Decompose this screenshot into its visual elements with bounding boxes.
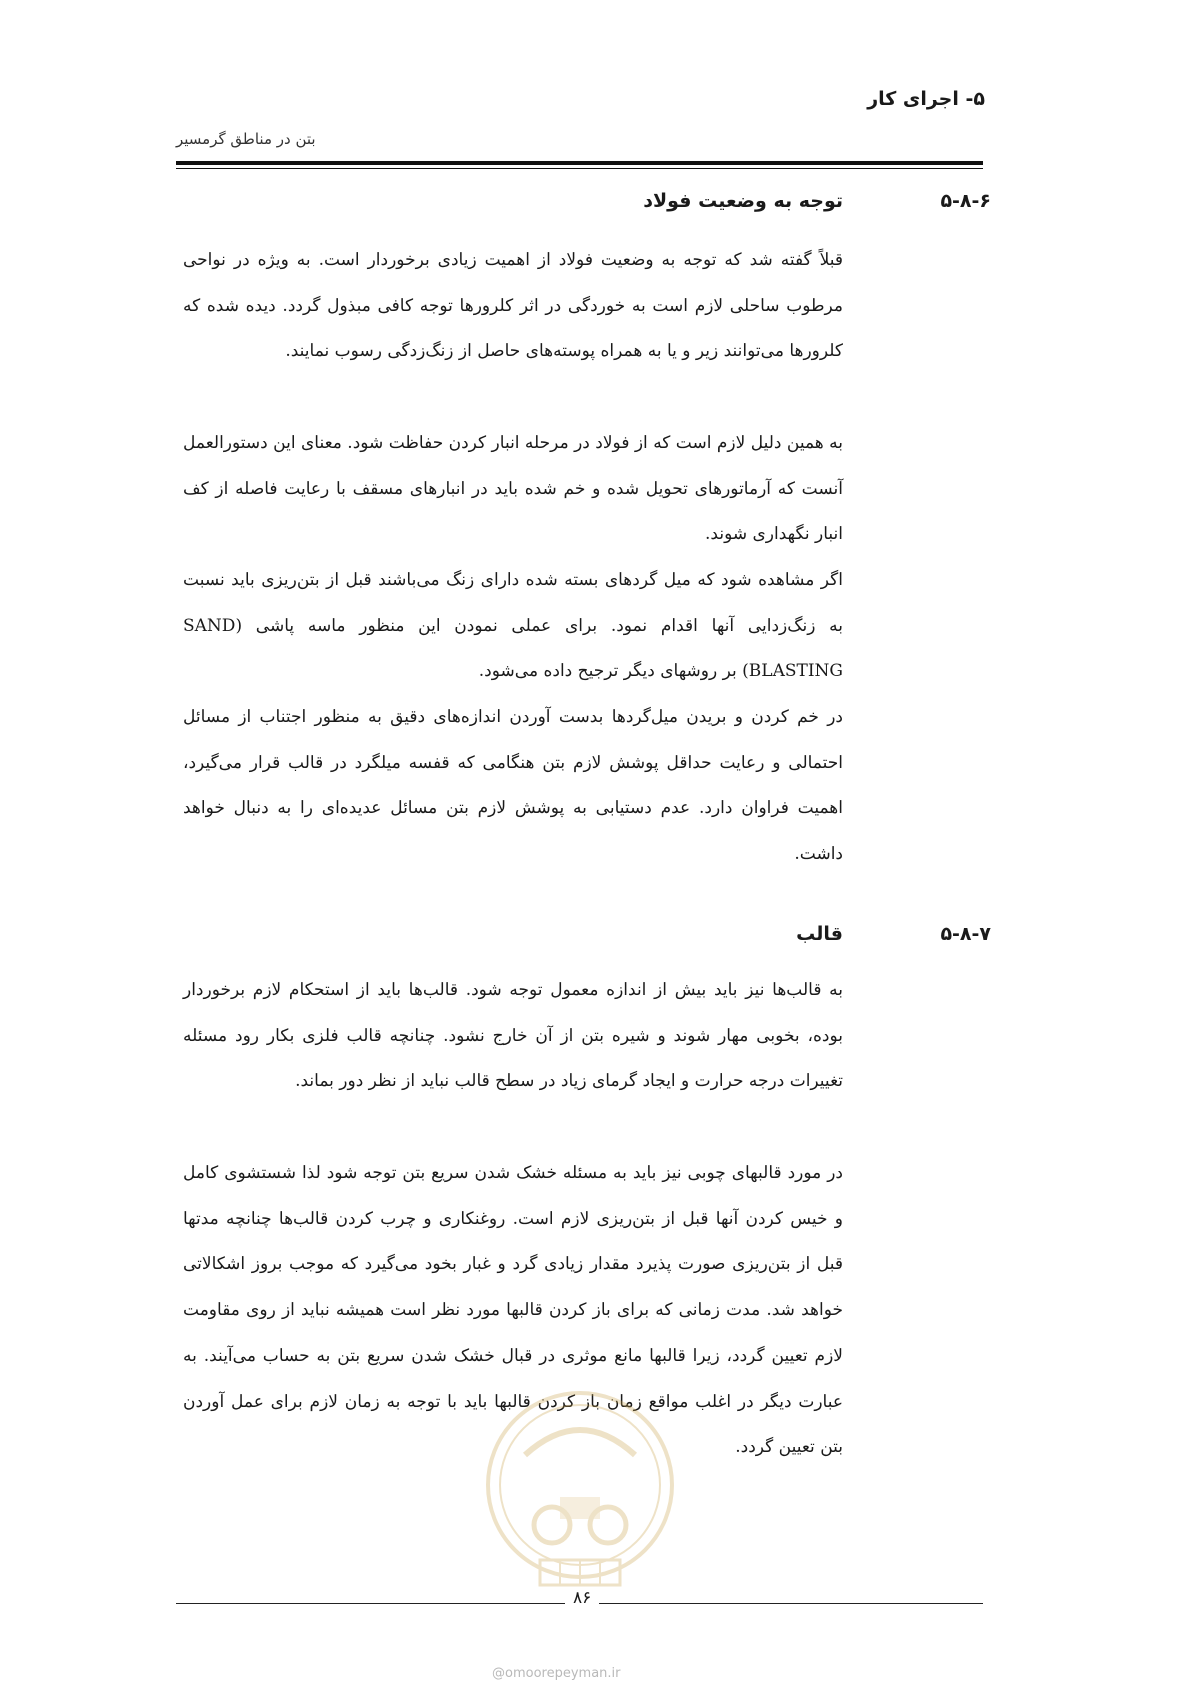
paragraph: در مورد قالبهای چوبی نیز باید به مسئله خشک شدن سریع بتن توجه شود لذا شستشوی کامل و خیس کردن آنها قبل از بتن‌ریزی لازم است. روغنکاری و چرب کردن قالب‌ها چنانچه مدتها قبل از بتن‌ریزی صورت پذیرد مقدار زیادی گرد و غبار بخود می‌گیرد که موجب بروز اشکالاتی خواهد شد. مدت زمانی که برای باز کردن قالبها مورد نظر است همیشه نباید از روی مقاومت لازم تعیین گردد، زیرا قالبها مانع موثری در قبال خشک شدن سریع بتن به حساب می‌آیند. به عبارت دیگر در اغلب مواقع زمان باز کردن قالبها باید با توجه به زمان لازم برای عمل آوردن بتن تعیین گردد. [183, 1163, 843, 1458]
section-number: ۵-۸-۶ [940, 190, 991, 212]
paragraph: به قالب‌ها نیز باید بیش از اندازه معمول توجه شود. قالب‌ها باید از استحکام لازم برخوردار بوده، بخوبی مهار شوند و شیره بتن از آن خارج نشود. چنانچه قالب فلزی بکار رود مسئله تغییرات درجه حرارت و ایجاد گرمای زیاد در سطح قالب نباید از نظر دور بماند. [183, 980, 843, 1092]
running-header: بتن در مناطق گرمسیر [176, 130, 316, 148]
watermark-seal-icon [480, 1385, 680, 1600]
section-number: ۵-۸-۷ [940, 923, 991, 945]
watermark-text: @omoorepeyman.ir [492, 1666, 621, 1681]
section-title: توجه به وضعیت فولاد [643, 190, 843, 212]
paragraph: به همین دلیل لازم است که از فولاد در مرحله انبار کردن حفاظت شود. معنای این دستورالعمل آنست که آرماتورهای تحویل شده و خم شده باید در انبارهای مسقف با رعایت فاصله از کف انبار نگهداری شوند. [183, 433, 843, 545]
paragraph: در خم کردن و بریدن میل‌گردها بدست آوردن اندازه‌های دقیق به منظور اجتناب از مسائل احتمالی و رعایت حداقل پوشش لازم بتن هنگامی که قفسه میلگرد در قالب قرار می‌گیرد، اهمیت فراوان دارد. عدم دستیابی به پوشش لازم بتن مسائل عدیده‌ای را به دنبال خواهد داشت. [183, 707, 843, 865]
header-rule-thick [176, 161, 983, 165]
page-number: ۸۶ [565, 1588, 599, 1608]
chapter-heading: ۵- اجرای کار [867, 88, 985, 110]
header-rule-thin [176, 168, 983, 169]
paragraph: قبلاً گفته شد که توجه به وضعیت فولاد از اهمیت زیادی برخوردار است. به ویژه در نواحی مرطوب ساحلی لازم است به خوردگی در اثر کلرورها توجه کافی مبذول گردد. دیده شده که کلرورها می‌توانند زیر و یا به همراه پوسته‌های حاصل از زنگ‌زدگی رسوب نمایند. [183, 250, 843, 362]
section-title: قالب [796, 923, 843, 945]
paragraph: اگر مشاهده شود که میل گردهای بسته شده دارای زنگ می‌باشند قبل از بتن‌ریزی باید نسبت به زنگ‌زدایی آنها اقدام نمود. برای عملی نمودن این منظور ماسه پاشی (SAND BLASTING) بر روشهای دیگر ترجیح داده می‌شود. [183, 570, 843, 682]
